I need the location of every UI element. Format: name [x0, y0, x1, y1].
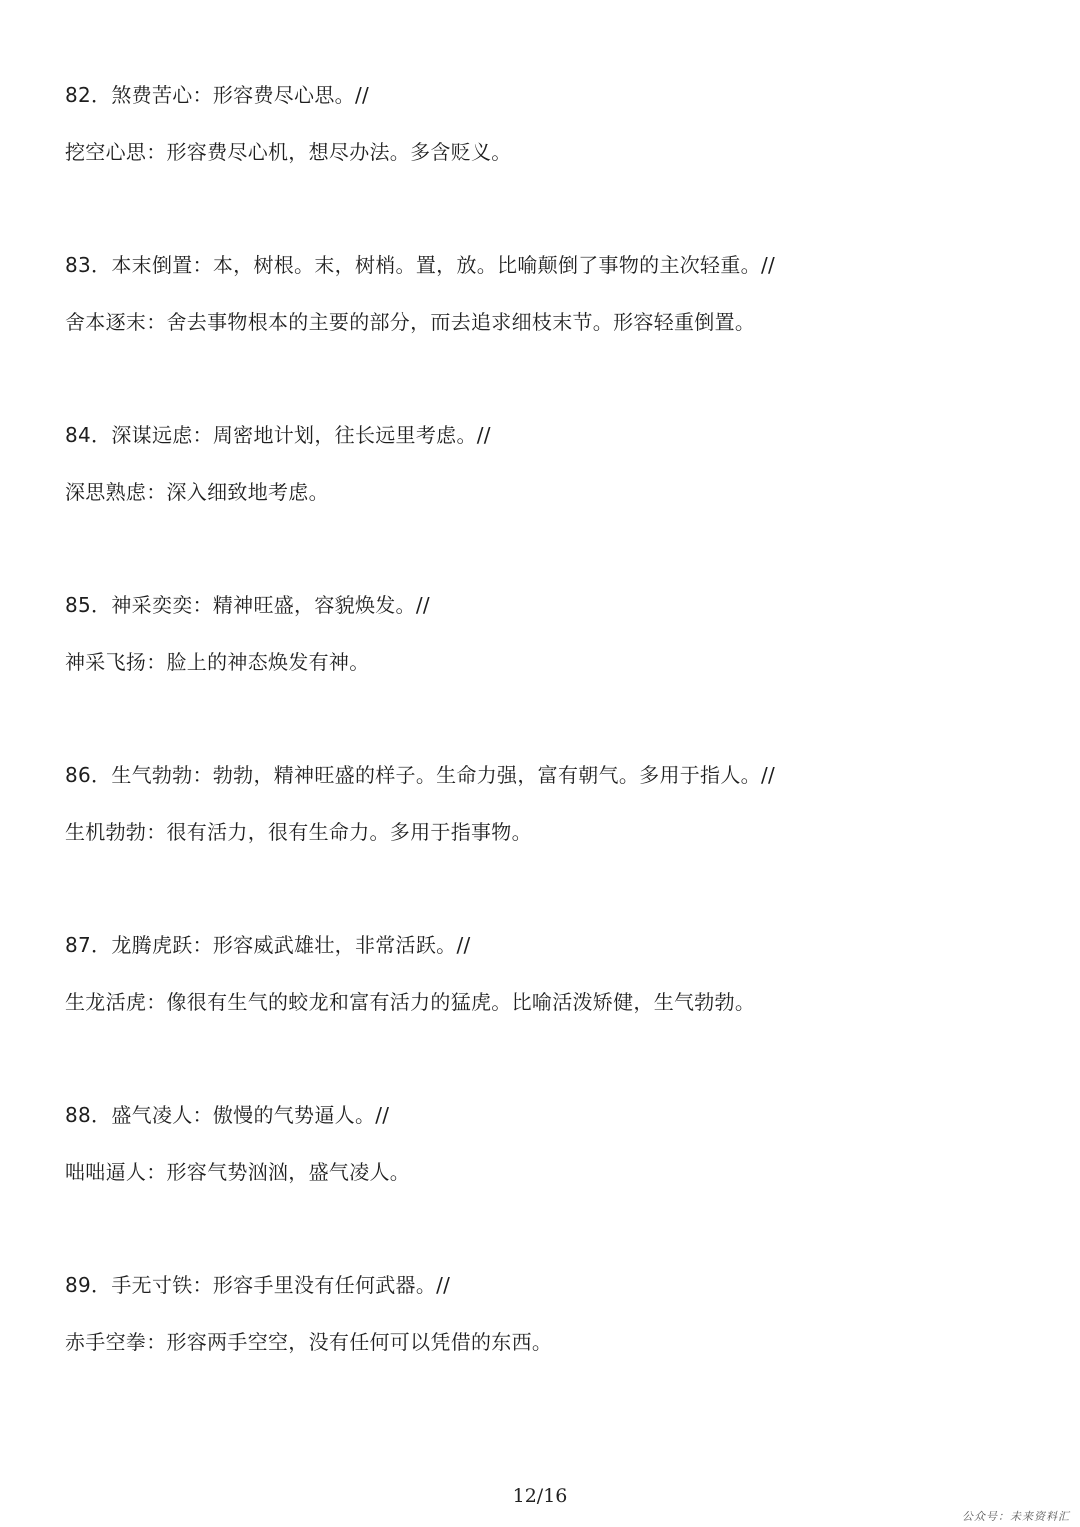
watermark: 公众号：未来资料汇	[962, 1510, 1070, 1523]
idiom-entry	[65, 588, 1025, 758]
idiom-definition: 82．煞费苦心：形容费尽心思。//	[65, 83, 370, 107]
idiom-definition: 89．手无寸铁：形容手里没有任何武器。//	[65, 1273, 451, 1297]
related-idiom-definition: 挖空心思：形容费尽心机，想尽办法。多含贬义。	[65, 140, 512, 164]
idiom-definition: 84．深谋远虑：周密地计划，往长远里考虑。//	[65, 423, 491, 447]
idiom-definition: 85．神采奕奕：精神旺盛，容貌焕发。//	[65, 593, 430, 617]
idiom-entry	[65, 248, 1025, 418]
idiom-definition: 86．生气勃勃：勃勃，精神旺盛的样子。生命力强，富有朝气。多用于指人。//	[65, 763, 776, 787]
idiom-entry	[65, 1098, 1025, 1268]
idiom-entry	[65, 928, 1025, 1098]
related-idiom-definition: 生机勃勃：很有活力，很有生命力。多用于指事物。	[65, 820, 532, 844]
idiom-definition: 83．本末倒置：本，树根。末，树梢。置，放。比喻颠倒了事物的主次轻重。//	[65, 253, 776, 277]
related-idiom-definition: 神采飞扬：脸上的神态焕发有神。	[65, 650, 370, 674]
related-idiom-definition: 赤手空拳：形容两手空空，没有任何可以凭借的东西。	[65, 1330, 553, 1354]
related-idiom-definition: 生龙活虎：像很有生气的蛟龙和富有活力的猛虎。比喻活泼矫健，生气勃勃。	[65, 990, 756, 1014]
idiom-list	[65, 78, 1025, 1438]
idiom-entry	[65, 78, 1025, 248]
idiom-definition: 88．盛气凌人：傲慢的气势逼人。//	[65, 1103, 390, 1127]
related-idiom-definition: 舍本逐末：舍去事物根本的主要的部分，而去追求细枝末节。形容轻重倒置。	[65, 310, 756, 334]
idiom-entry	[65, 758, 1025, 928]
idiom-entry	[65, 418, 1025, 588]
page-number: 12/16	[512, 1485, 568, 1507]
related-idiom-definition: 深思熟虑：深入细致地考虑。	[65, 480, 329, 504]
related-idiom-definition: 咄咄逼人：形容气势汹汹，盛气凌人。	[65, 1160, 411, 1184]
idiom-definition: 87．龙腾虎跃：形容威武雄壮，非常活跃。//	[65, 933, 471, 957]
idiom-entry	[65, 1268, 1025, 1438]
